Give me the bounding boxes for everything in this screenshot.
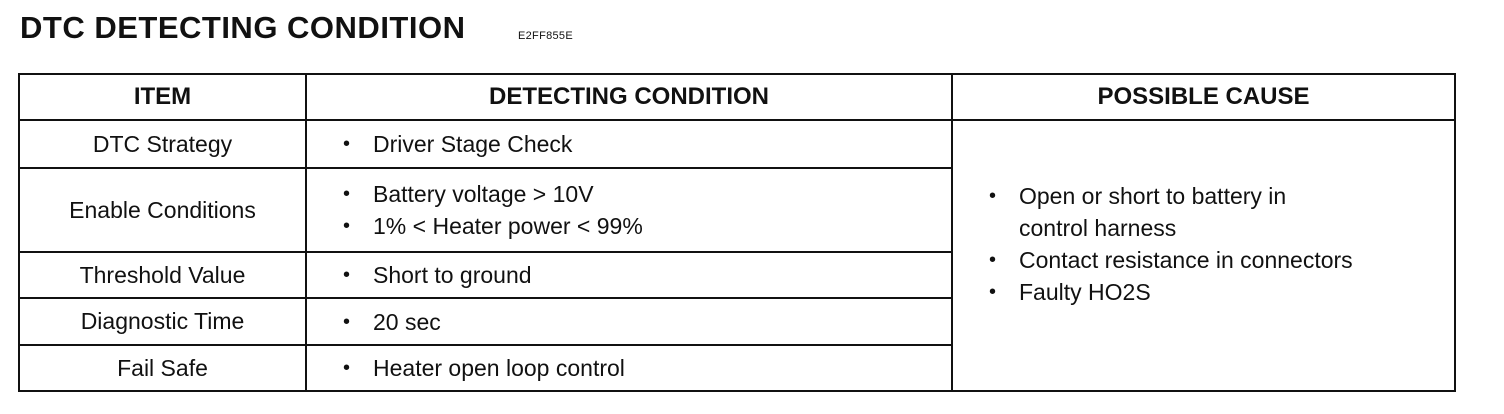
table-row <box>19 120 1455 168</box>
table-header-row <box>19 74 1455 120</box>
row-condition <box>306 298 952 345</box>
list-item: • Heater open loop control <box>343 355 625 381</box>
row-item-label: DTC Strategy <box>19 120 306 168</box>
page-title: DTC DETECTING CONDITION <box>20 10 466 45</box>
row-condition <box>306 345 952 391</box>
row-item-label: Diagnostic Time <box>19 298 306 345</box>
list-item: • Short to ground <box>343 262 532 288</box>
row-condition <box>306 168 952 252</box>
row-condition <box>306 120 952 168</box>
column-header-condition: DETECTING CONDITION <box>306 74 952 120</box>
cause-list <box>989 180 1454 308</box>
list-item: • Faulty HO2S <box>989 278 1151 305</box>
row-item-label: Fail Safe <box>19 345 306 391</box>
row-item-label: Enable Conditions <box>19 168 306 252</box>
column-header-item: ITEM <box>19 74 306 120</box>
list-item: • 20 sec <box>343 308 441 335</box>
row-condition <box>306 252 952 298</box>
possible-cause-cell <box>952 120 1455 391</box>
list-item: • Contact resistance in connectors <box>989 246 1353 273</box>
list-item: • Driver Stage Check <box>343 131 573 157</box>
list-item: • 1% < Heater power < 99% <box>343 213 643 239</box>
dtc-condition-table <box>18 73 1456 392</box>
column-header-cause: POSSIBLE CAUSE <box>952 74 1455 120</box>
document-code: E2FF855E <box>518 30 573 42</box>
list-item: • Battery voltage > 10V <box>343 181 594 207</box>
list-item: • Open or short to battery in control harness <box>989 182 1287 241</box>
row-item-label: Threshold Value <box>19 252 306 298</box>
